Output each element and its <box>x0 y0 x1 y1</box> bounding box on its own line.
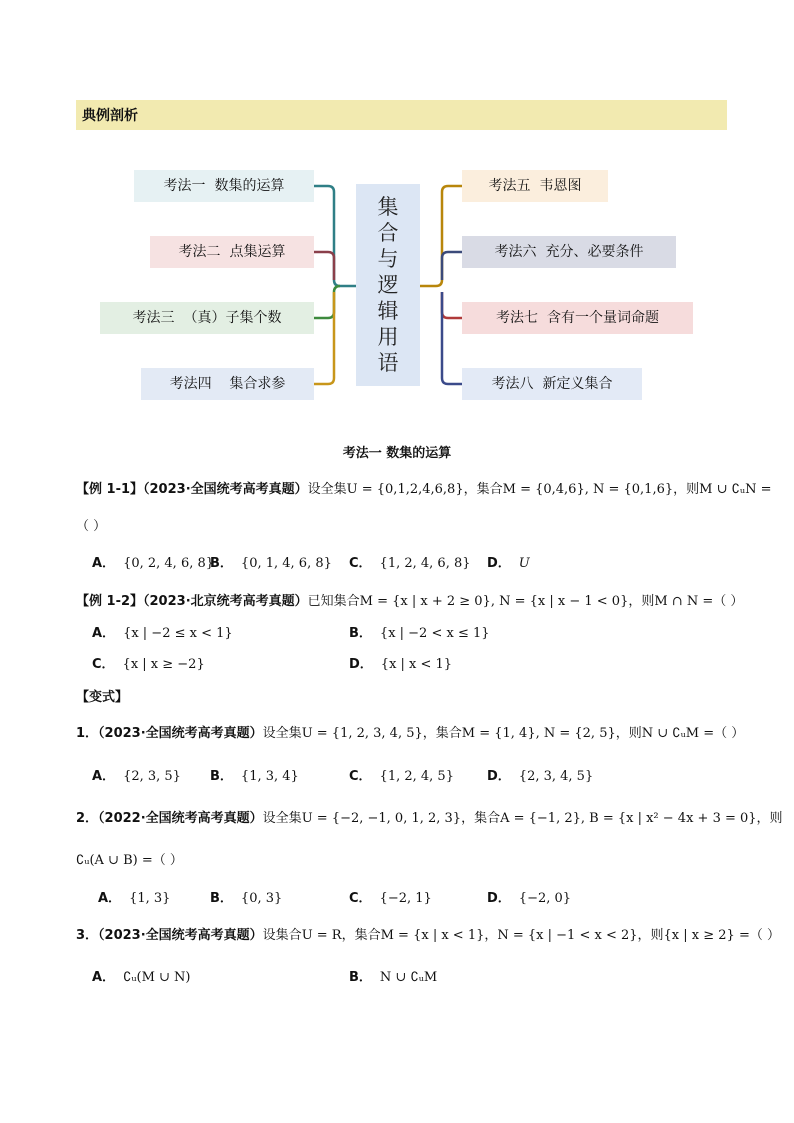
option-label: B． <box>349 626 372 641</box>
option-b <box>349 622 490 641</box>
question-source: （2023·全国统考高考真题） <box>98 928 263 943</box>
center-char: 集 <box>377 195 399 219</box>
option-d <box>487 552 530 571</box>
option-a <box>92 552 214 571</box>
mindmap-node-left-1: 考法一 数集的运算 <box>134 170 314 202</box>
center-char: 与 <box>377 247 399 271</box>
stem-text: ，集合 <box>422 726 462 741</box>
option-a <box>98 887 170 906</box>
option-value: U <box>518 556 530 571</box>
example-source: （2023·北京统考高考真题） <box>143 594 308 609</box>
center-char: 辑 <box>377 299 399 323</box>
stem-text: 已知集合 <box>307 594 360 609</box>
math-expression: M ∪ ∁ᵤN = <box>699 482 772 497</box>
math-set: M = {0,4,6}, N = {0,1,6} <box>502 482 674 497</box>
option-label: C． <box>349 556 372 571</box>
option-c <box>349 552 471 571</box>
option-a <box>92 622 233 641</box>
option-c <box>92 653 205 672</box>
stem-text: ，则 <box>628 594 655 609</box>
option-value: {−2, 1} <box>379 891 432 906</box>
option-value: {2, 3, 4, 5} <box>518 769 594 784</box>
question-number: 3． <box>76 928 99 943</box>
option-label: A． <box>98 891 122 906</box>
mindmap-center-node <box>356 184 420 386</box>
option-label: C． <box>349 891 372 906</box>
answer-paren: （ ） <box>713 594 744 609</box>
option-d <box>349 653 452 672</box>
option-value: {−2, 0} <box>518 891 572 906</box>
stem-text: ，集合 <box>461 811 501 826</box>
mindmap-node-left-4: 考法四 集合求参 <box>141 368 314 400</box>
option-c <box>349 887 432 906</box>
stem-text: ，集合 <box>463 482 503 497</box>
connector-right-3 <box>442 292 462 318</box>
math-set: N = {x | −1 < x < 2} <box>497 928 638 943</box>
option-value: {1, 2, 4, 6, 8} <box>379 556 471 571</box>
example-1-1-stem <box>76 478 771 497</box>
subsection-heading: 考法一 数集的运算 <box>342 446 452 461</box>
option-value: {x | −2 ≤ x < 1} <box>123 626 233 641</box>
connector-left-3 <box>314 286 340 318</box>
option-b <box>210 552 332 571</box>
option-label: B． <box>210 891 233 906</box>
example-prefix: 【例 1-1】 <box>76 482 144 497</box>
option-label: B． <box>349 970 372 985</box>
question-source: （2022·全国统考高考真题） <box>98 811 263 826</box>
mindmap-node-left-3: 考法三 （真）子集个数 <box>100 302 314 334</box>
option-value: {1, 2, 4, 5} <box>379 769 454 784</box>
option-a <box>92 765 181 784</box>
mindmap-node-right-2: 考法六 充分、必要条件 <box>462 236 676 268</box>
option-label: B． <box>210 769 233 784</box>
math-set: U = R <box>301 928 342 943</box>
question-number: 2． <box>76 811 99 826</box>
question-2-continuation <box>76 849 183 868</box>
mindmap-node-right-4: 考法八 新定义集合 <box>462 368 642 400</box>
question-source: （2023·全国统考高考真题） <box>98 726 263 741</box>
math-expression: N ∪ ∁ᵤM = <box>641 726 715 741</box>
option-label: C． <box>92 657 115 672</box>
center-char: 合 <box>377 221 399 245</box>
math-set: A = {−1, 2}, B = {x | x² − 4x + 3 = 0} <box>500 811 757 826</box>
example-prefix: 【例 1-2】 <box>76 594 144 609</box>
answer-paren: （ ） <box>714 726 745 741</box>
stem-text: ，则 <box>673 482 700 497</box>
stem-text: 设全集 <box>262 811 302 826</box>
option-label: D． <box>487 556 511 571</box>
answer-paren: （ ） <box>152 853 183 868</box>
stem-text: 设集合 <box>262 928 302 943</box>
option-label: C． <box>349 769 372 784</box>
option-b <box>210 765 299 784</box>
connector-left-4 <box>314 292 334 384</box>
mindmap-node-right-1: 考法五 韦恩图 <box>462 170 608 202</box>
section-title: 典例剖析 <box>82 108 138 124</box>
option-value: {x | x ≥ −2} <box>122 657 205 672</box>
stem-text: ，则 <box>756 811 783 826</box>
math-set: M = {1, 4}, N = {2, 5} <box>461 726 616 741</box>
option-value: {0, 1, 4, 6, 8} <box>240 556 332 571</box>
math-set: M = {x | x < 1} <box>380 928 485 943</box>
option-label: A． <box>92 556 116 571</box>
question-3-stem <box>76 924 780 943</box>
option-label: A． <box>92 970 116 985</box>
option-label: B． <box>210 556 233 571</box>
option-value: {0, 2, 4, 6, 8} <box>123 556 215 571</box>
math-expression: ∁ᵤ(A ∪ B) = <box>76 853 153 868</box>
question-1-stem <box>76 722 744 741</box>
mindmap-node-right-3: 考法七 含有一个量词命题 <box>462 302 693 334</box>
connector-left-2 <box>314 252 334 280</box>
option-value: ∁ᵤ(M ∪ N) <box>123 970 191 985</box>
example-1-2-stem <box>76 590 743 609</box>
stem-text: ，则 <box>637 928 664 943</box>
mindmap-node-left-2: 考法二 点集运算 <box>150 236 314 268</box>
option-value: {x | x < 1} <box>380 657 453 672</box>
option-value: {2, 3, 5} <box>123 769 181 784</box>
option-value: {1, 3} <box>129 891 171 906</box>
option-b <box>349 966 437 985</box>
example-source: （2023·全国统考高考真题） <box>143 482 308 497</box>
answer-paren: （ ） <box>749 928 780 943</box>
stem-text: ，集合 <box>341 928 381 943</box>
math-expression: {x | x ≥ 2} = <box>663 928 750 943</box>
option-c <box>349 765 454 784</box>
option-value: {x | −2 < x ≤ 1} <box>379 626 490 641</box>
option-value: {1, 3, 4} <box>240 769 299 784</box>
math-set: U = {0,1,2,4,6,8} <box>346 482 464 497</box>
option-label: A． <box>92 626 116 641</box>
option-label: A． <box>92 769 116 784</box>
option-a <box>92 966 191 985</box>
stem-text: 设全集 <box>262 726 302 741</box>
center-char: 逻 <box>377 273 399 297</box>
center-char: 用 <box>377 325 399 349</box>
option-label: D． <box>487 891 511 906</box>
stem-text: ， <box>484 928 498 943</box>
option-d <box>487 765 593 784</box>
math-set: U = {−2, −1, 0, 1, 2, 3} <box>301 811 462 826</box>
center-char: 语 <box>377 351 399 375</box>
math-expression: M ∩ N = <box>654 594 714 609</box>
connector-right-4 <box>442 292 462 384</box>
variant-heading: 【变式】 <box>76 690 129 705</box>
stem-text: ，则 <box>615 726 642 741</box>
connector-right-2 <box>442 252 462 280</box>
option-value: N ∪ ∁ᵤM <box>379 970 438 985</box>
math-set: M = {x | x + 2 ≥ 0}, N = {x | x − 1 < 0} <box>359 594 629 609</box>
option-b <box>210 887 282 906</box>
answer-paren: （ ） <box>76 519 107 534</box>
question-2-stem <box>76 807 783 826</box>
stem-text: 设全集 <box>307 482 347 497</box>
question-number: 1． <box>76 726 99 741</box>
option-label: D． <box>487 769 511 784</box>
option-label: D． <box>349 657 373 672</box>
option-d <box>487 887 571 906</box>
option-value: {0, 3} <box>240 891 283 906</box>
math-set: U = {1, 2, 3, 4, 5} <box>301 726 423 741</box>
